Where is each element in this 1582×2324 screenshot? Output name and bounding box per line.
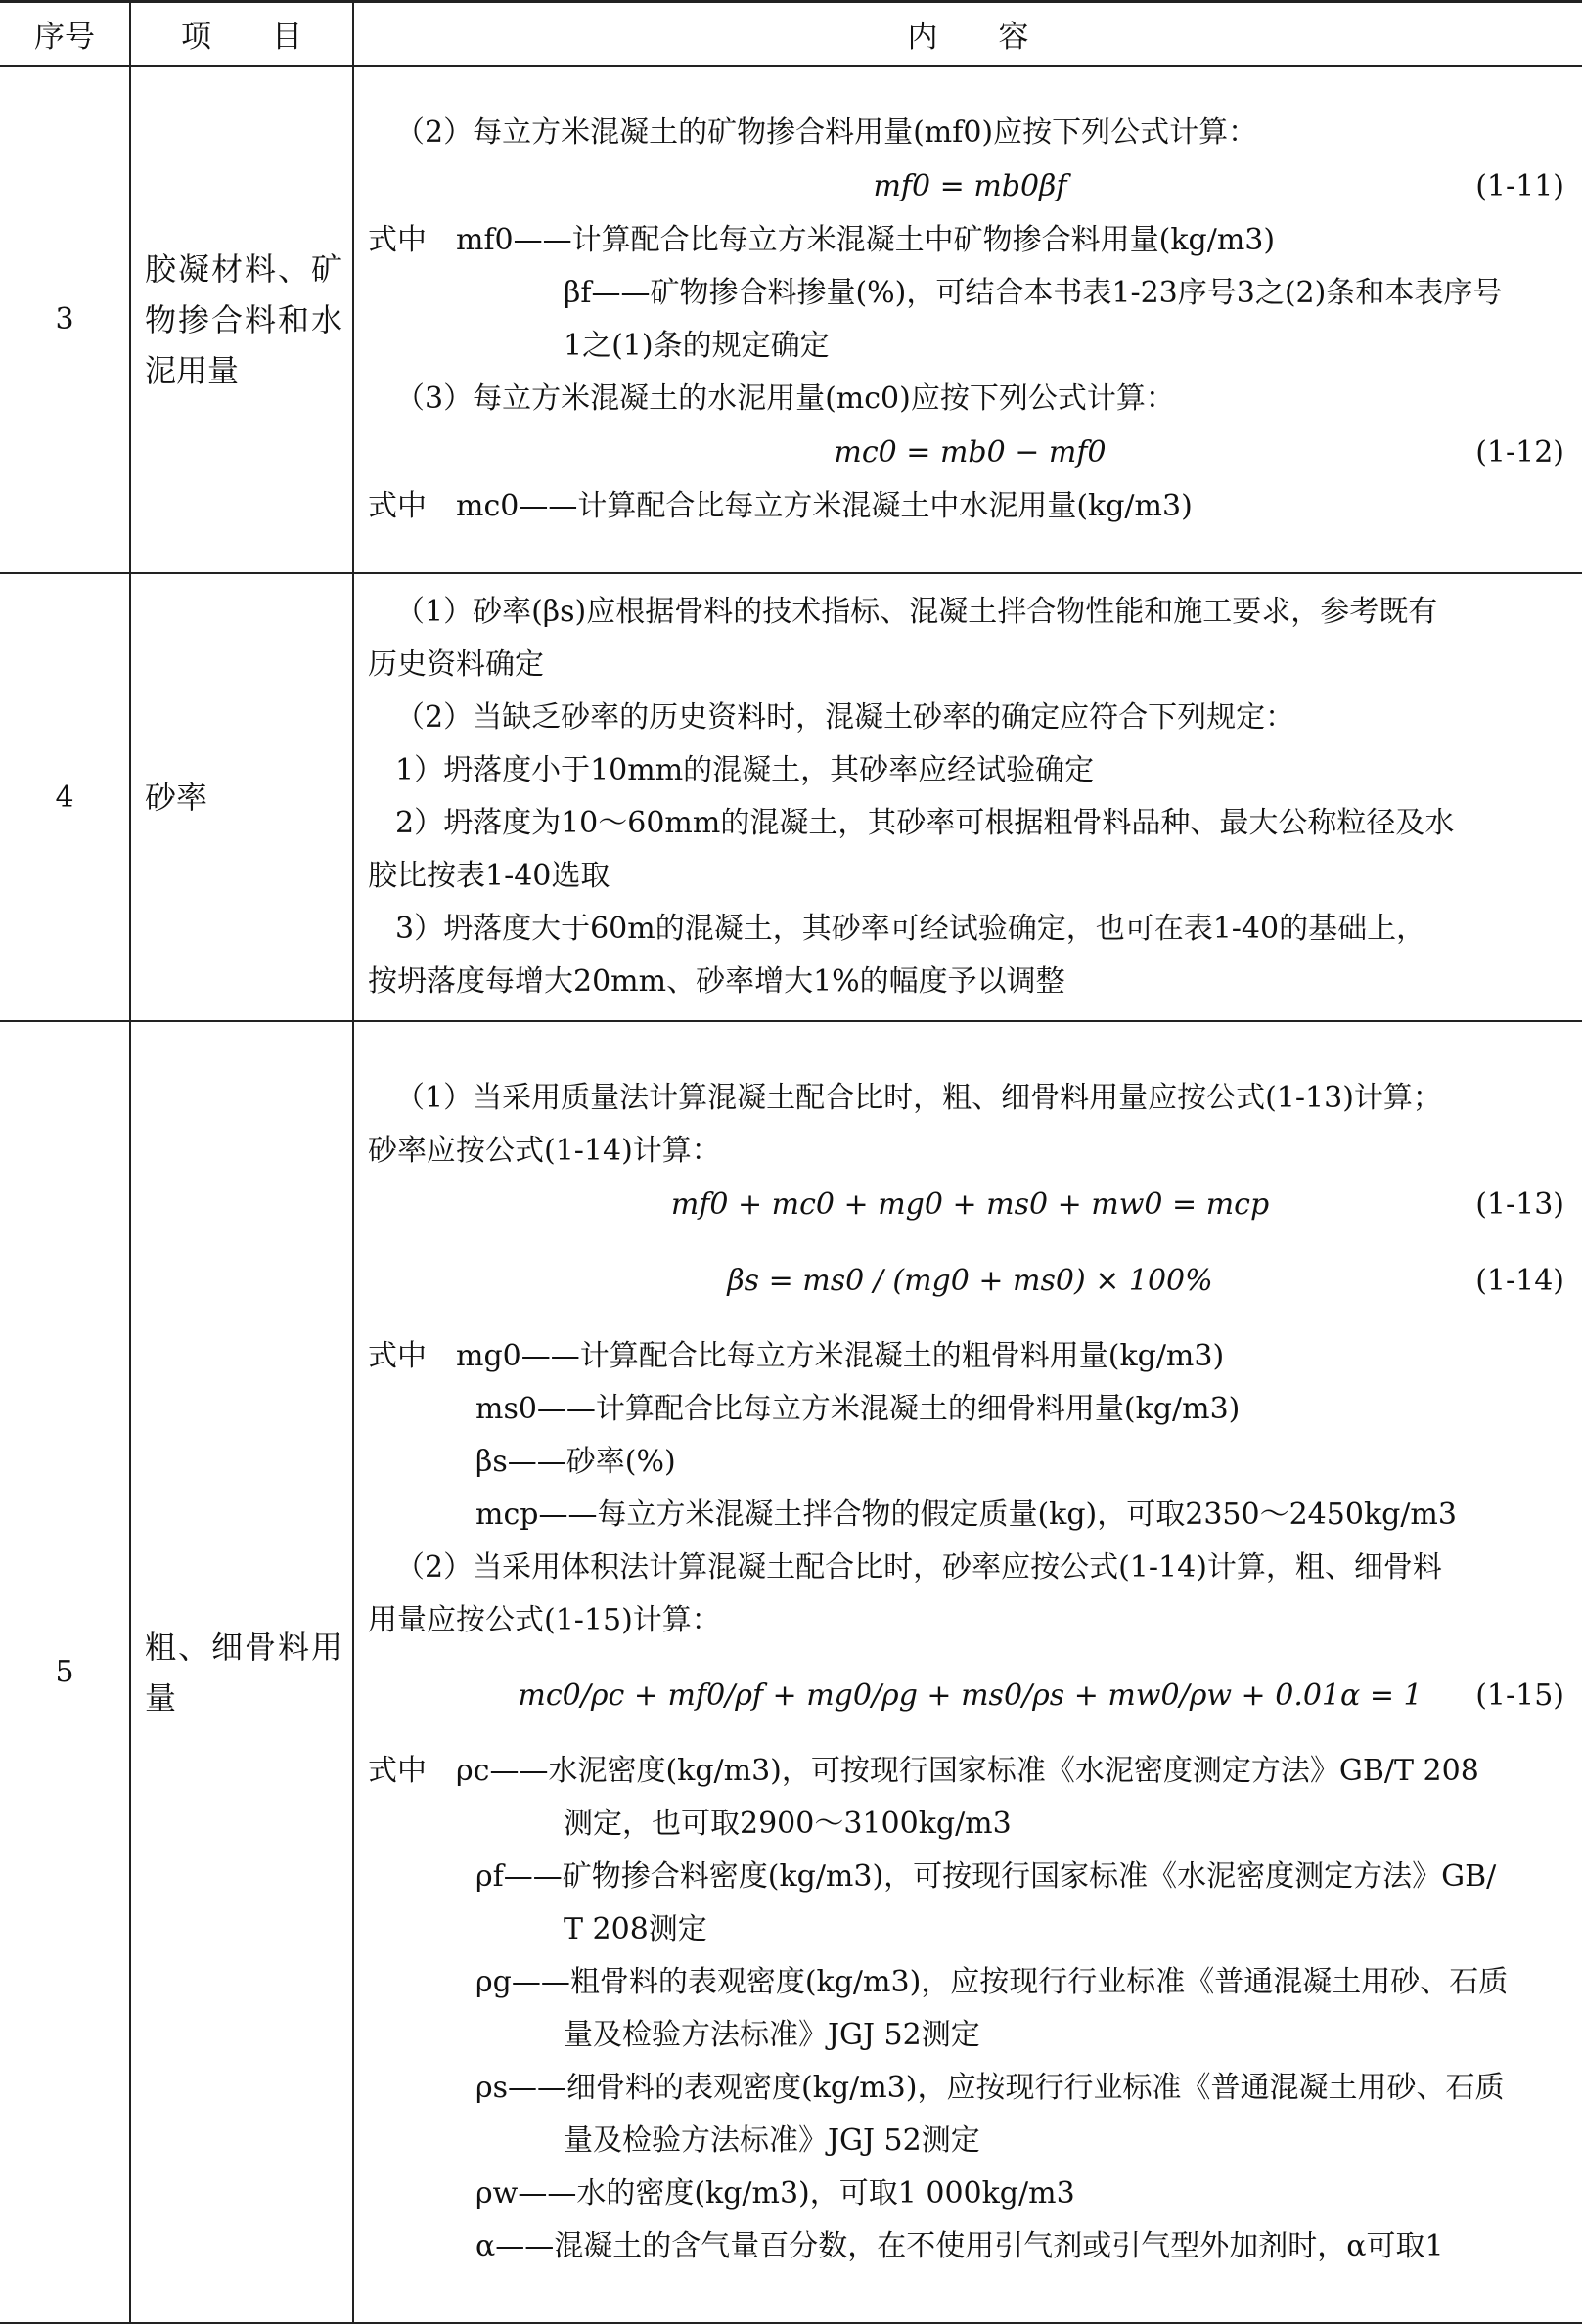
- content-line: 式中 mf0——计算配合比每立方米混凝土中矿物掺合料用量(kg/m3): [368, 222, 1276, 257]
- formula-1-13: [368, 1178, 1572, 1232]
- row-content: [353, 1021, 1582, 2323]
- content-line: 历史资料确定: [368, 648, 544, 682]
- equation-number: (1-15): [1475, 1677, 1564, 1713]
- equation-number: (1-11): [1475, 168, 1564, 203]
- content-line: ρf——矿物掺合料密度(kg/m3)，可按现行国家标准《水泥密度测定方法》GB/: [475, 1858, 1497, 1894]
- content-line: 胶比按表1-40选取: [368, 859, 610, 893]
- content-line: ms0——计算配合比每立方米混凝土的细骨料用量(kg/m3): [475, 1391, 1241, 1426]
- header-row: [0, 2, 1582, 67]
- formula-expression: βs = ms0 / (mg0 + ms0) × 100%: [727, 1263, 1213, 1298]
- content-line: 量及检验方法标准》JGJ 52测定: [564, 2017, 980, 2052]
- content-line: βs——砂率(%): [475, 1444, 676, 1479]
- content-line: T 208测定: [564, 1911, 707, 1946]
- content-line: 式中 mg0——计算配合比每立方米混凝土的粗骨料用量(kg/m3): [368, 1338, 1225, 1373]
- content-line: 按坍落度每增大20mm、砂率增大1%的幅度予以调整: [368, 964, 1065, 999]
- content-line: （3）每立方米混凝土的水泥用量(mc0)应按下列公式计算：: [395, 380, 1175, 416]
- content-line: 用量应按公式(1-15)计算：: [368, 1602, 721, 1637]
- content-line: ρg——粗骨料的表观密度(kg/m3)，应按现行行业标准《普通混凝土用砂、石质: [475, 1964, 1509, 1999]
- content-line: α——混凝土的含气量百分数，在不使用引气剂或引气型外加剂时，α可取1: [475, 2228, 1444, 2263]
- formula-expression: mf0 + mc0 + mg0 + ms0 + mw0 = mcp: [670, 1186, 1270, 1222]
- table-row: [0, 573, 1582, 1021]
- row-content: [353, 66, 1582, 573]
- content-line: （2）当采用体积法计算混凝土配合比时，砂率应按公式(1-14)计算，粗、细骨料: [395, 1549, 1442, 1585]
- content-line: （1）当采用质量法计算混凝土配合比时，粗、细骨料用量应按公式(1-13)计算；: [395, 1080, 1442, 1115]
- formula-1-15: [368, 1647, 1572, 1745]
- content-line: 式中 mc0——计算配合比每立方米混凝土中水泥用量(kg/m3): [368, 488, 1193, 523]
- content-line: 测定，也可取2900～3100kg/m3: [564, 1806, 1012, 1841]
- formula-1-12: [368, 425, 1572, 480]
- content-line: 3）坍落度大于60m的混凝土，其砂率可经试验确定，也可在表1-40的基础上，: [395, 912, 1426, 946]
- content-line: mcp——每立方米混凝土拌合物的假定质量(kg)，可取2350～2450kg/m3: [475, 1497, 1457, 1532]
- equation-number: (1-13): [1475, 1186, 1564, 1222]
- content-line: 2）坍落度为10～60mm的混凝土，其砂率可根据粗骨料品种、最大公称粒径及水: [395, 806, 1455, 840]
- header-num: 序号: [0, 2, 130, 67]
- content-line: （2）当缺乏砂率的历史资料时，混凝土砂率的确定应符合下列规定：: [395, 700, 1295, 735]
- table-row: [0, 1021, 1582, 2323]
- row-item: 胶凝材料、矿物掺合料和水泥用量: [130, 66, 353, 573]
- content-line: βf——矿物掺合料掺量(%)，可结合本书表1-23序号3之(2)条和本表序号: [564, 275, 1503, 310]
- content-line: 砂率应按公式(1-14)计算：: [368, 1133, 721, 1168]
- content-line: 式中 ρc——水泥密度(kg/m3)，可按现行国家标准《水泥密度测定方法》GB/T 208: [368, 1753, 1479, 1788]
- formula-expression: mf0 = mb0βf: [873, 168, 1067, 203]
- formula-expression: mc0/ρc + mf0/ρf + mg0/ρg + ms0/ρs + mw0/ρw + 0.01α = 1: [518, 1677, 1423, 1713]
- header-item: 项 目: [130, 2, 353, 67]
- table-row: [0, 66, 1582, 573]
- content-line: （2）每立方米混凝土的矿物掺合料用量(mf0)应按下列公式计算：: [395, 114, 1258, 150]
- content-line: 量及检验方法标准》JGJ 52测定: [564, 2123, 980, 2158]
- content-line: （1）砂率(βs)应根据骨料的技术指标、混凝土拌合物性能和施工要求，参考既有: [395, 595, 1438, 629]
- header-content: 内 容: [353, 2, 1582, 67]
- content-line: ρs——细骨料的表观密度(kg/m3)，应按现行行业标准《普通混凝土用砂、石质: [475, 2070, 1505, 2105]
- row-item: 砂率: [130, 573, 353, 1021]
- content-line: 1之(1)条的规定确定: [564, 328, 830, 363]
- equation-number: (1-12): [1475, 434, 1564, 469]
- row-number: 3: [0, 66, 130, 573]
- formula-1-11: [368, 159, 1572, 214]
- row-number: 5: [0, 1021, 130, 2323]
- formula-expression: mc0 = mb0 − mf0: [834, 434, 1107, 469]
- equation-number: (1-14): [1475, 1263, 1564, 1298]
- row-item: 粗、细骨料用量: [130, 1021, 353, 2323]
- row-content: [353, 573, 1582, 1021]
- formula-1-14: [368, 1232, 1572, 1330]
- content-line: 1）坍落度小于10mm的混凝土，其砂率应经试验确定: [395, 753, 1095, 787]
- content-line: ρw——水的密度(kg/m3)，可取1 000kg/m3: [475, 2175, 1075, 2211]
- row-number: 4: [0, 573, 130, 1021]
